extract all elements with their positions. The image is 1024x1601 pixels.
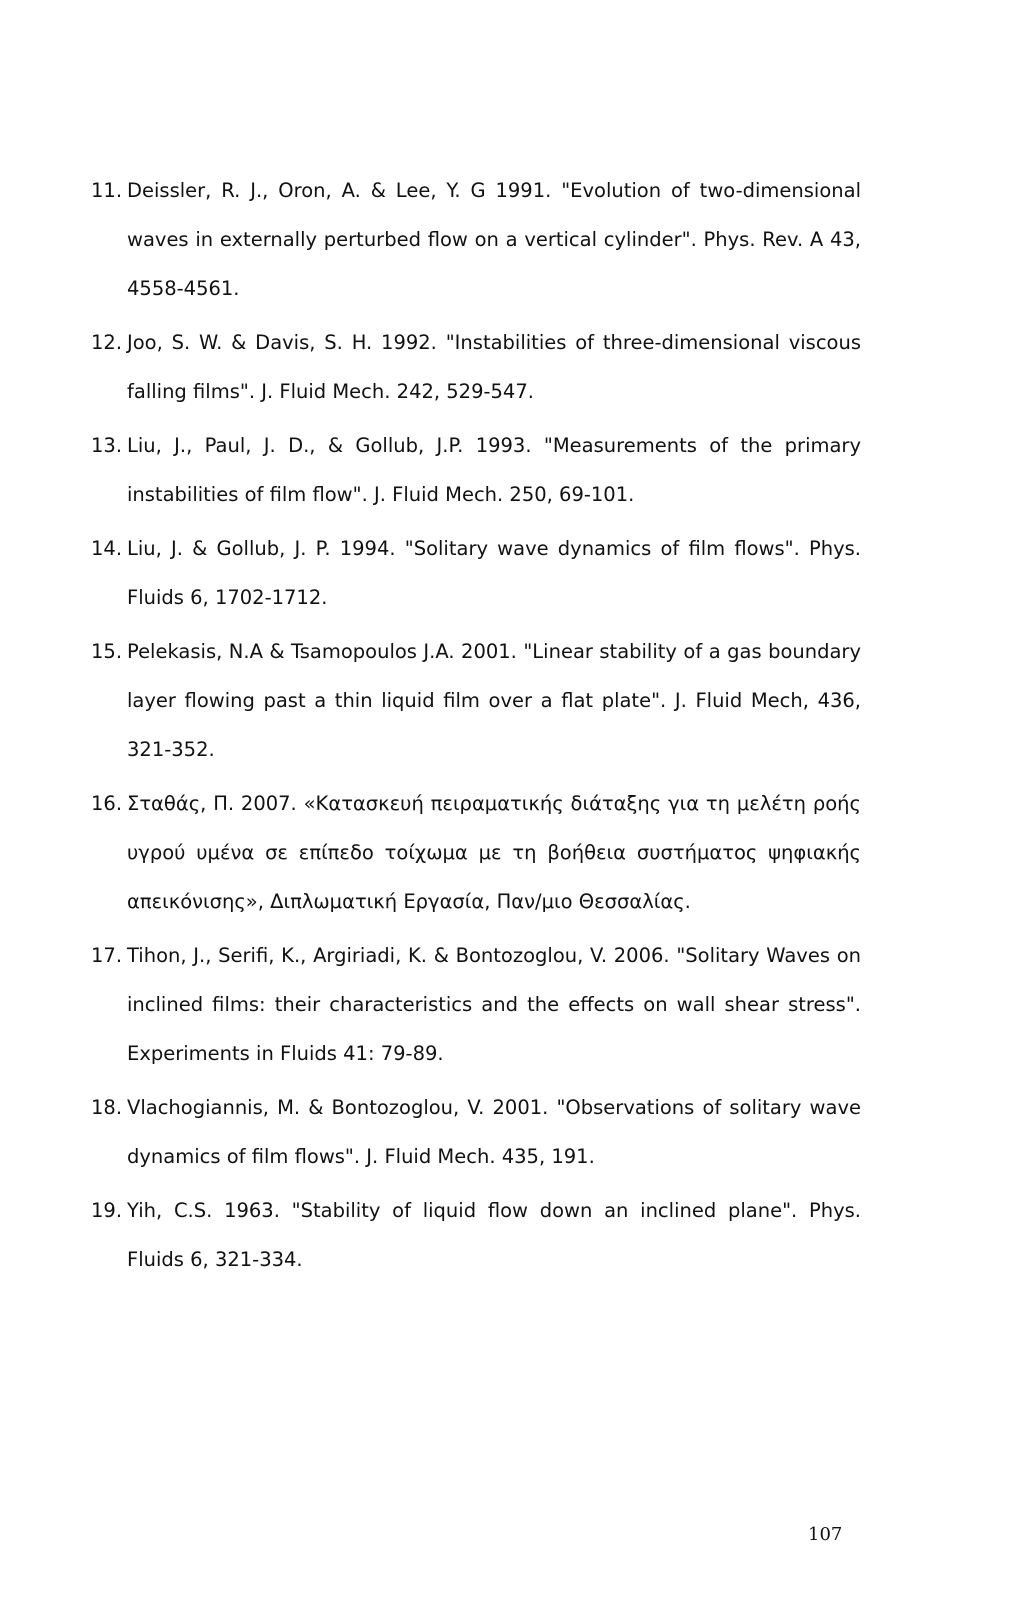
page-number: 107 [808,1524,843,1545]
reference-text: Σταθάς, Π. 2007. «Κατασκευή πειραματικής διάταξης για τη μελέτη ροής υγρού υμένα σε επίπεδο τοίχωμα με τη βοήθεια συστήματος ψηφιακής απεικόνισης», Διπλωματική Εργασία, Παν/μιο Θεσσαλίας. [127,792,861,913]
reference-number: 15. [91,640,123,663]
reference-number: 18. [91,1096,123,1119]
reference-item [91,166,861,313]
reference-text: Liu, J., Paul, J. D., & Gollub, J.P. 1993. "Measurements of the primary instabilities of film flow". J. Fluid Mech. 250, 69-101. [127,434,861,506]
reference-number: 12. [91,331,123,354]
reference-item [91,779,861,926]
reference-item [91,931,861,1078]
reference-number: 19. [91,1199,123,1222]
reference-number: 11. [91,179,123,202]
reference-number: 14. [91,537,123,560]
reference-item [91,421,861,519]
reference-text: Vlachogiannis, M. & Bontozoglou, V. 2001. "Observations of solitary wave dynamics of film flows". J. Fluid Mech. 435, 191. [127,1096,861,1168]
reference-text: Yih, C.S. 1963. "Stability of liquid flow down an inclined plane". Phys. Fluids 6, 321-334. [127,1199,861,1271]
reference-number: 17. [91,944,123,967]
reference-number: 13. [91,434,123,457]
reference-text: Liu, J. & Gollub, J. P. 1994. "Solitary wave dynamics of film flows". Phys. Fluids 6, 1702-1712. [127,537,861,609]
reference-item [91,627,861,774]
reference-item [91,524,861,622]
reference-item [91,1083,861,1181]
reference-number: 16. [91,792,123,815]
reference-list [91,166,861,1289]
reference-text: Tihon, J., Serifi, K., Argiriadi, K. & Bontozoglou, V. 2006. "Solitary Waves on inclined films: their characteristics and the effects on wall shear stress". Experiments in Fluids 41: 79-89. [127,944,861,1065]
reference-text: Joo, S. W. & Davis, S. H. 1992. "Instabilities of three-dimensional viscous falling films". J. Fluid Mech. 242, 529-547. [127,331,861,403]
reference-item [91,1186,861,1284]
reference-text: Deissler, R. J., Oron, A. & Lee, Y. G 1991. "Evolution of two-dimensional waves in externally perturbed flow on a vertical cylinder". Phys. Rev. A 43, 4558-4561. [127,179,861,300]
reference-text: Pelekasis, N.A & Tsamopoulos J.A. 2001. "Linear stability of a gas boundary layer flowing past a thin liquid film over a flat plate". J. Fluid Mech, 436, 321-352. [127,640,861,761]
reference-item [91,318,861,416]
